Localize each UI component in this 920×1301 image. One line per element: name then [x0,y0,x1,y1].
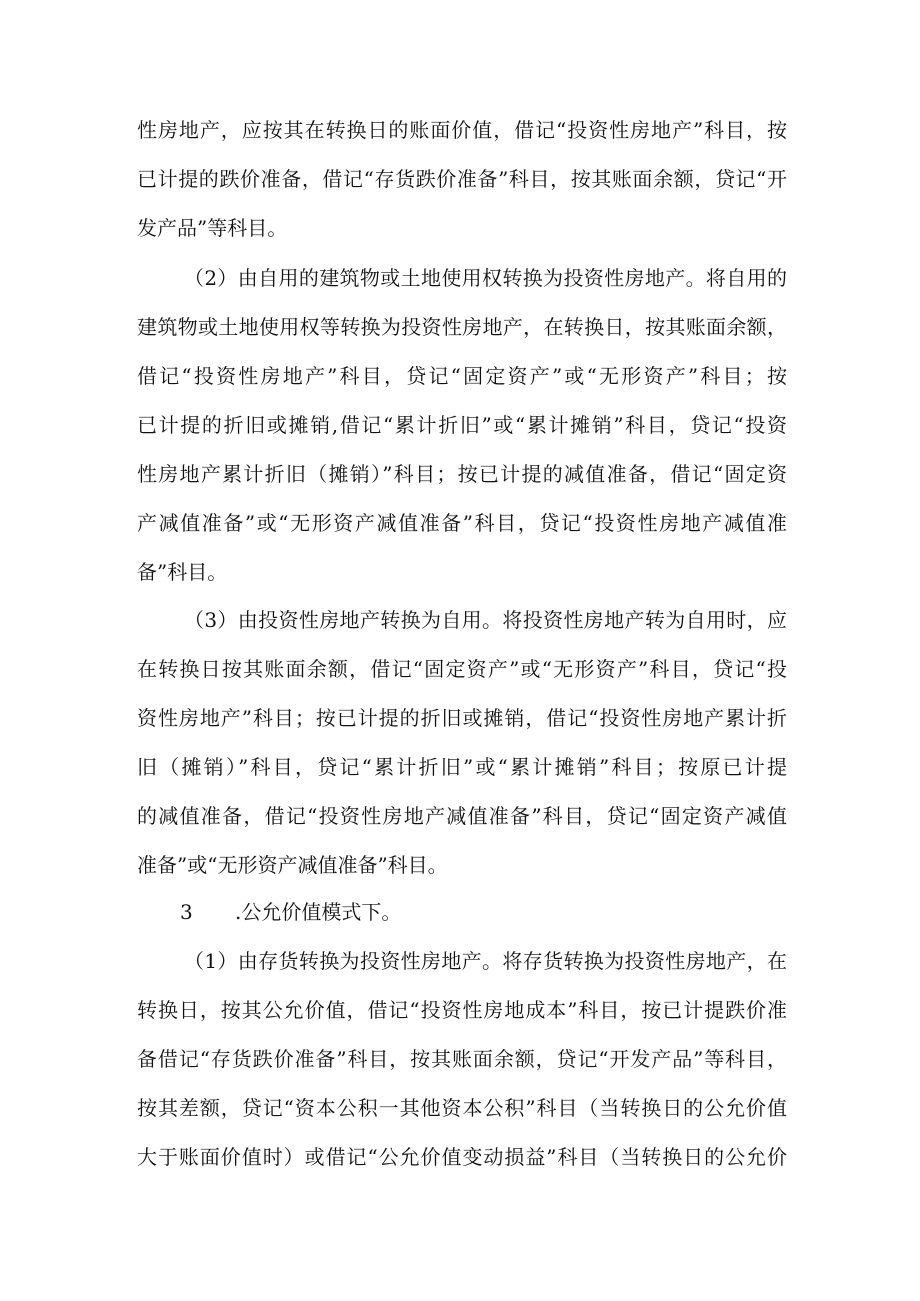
text-line: （3）由投资性房地产转换为自用。将投资性房地产转为自用时，应 [184,608,787,632]
text-line: 备借记“存货跌价准备”科目，按其账面余额，贷记“开发产品”等科目， [137,1047,787,1071]
text-line: 已计提的折旧或摊销,借记“累计折旧”或“累计摊销”科目，贷记“投资 [137,413,787,437]
section-heading: .公允价值模式下。 [235,900,402,924]
text-line: 按其差额，贷记“资本公积一其他资本公积”科目（当转换日的公允价值 [137,1096,787,1120]
text-line: 性房地产累计折旧（摊销）”科目；按已计提的减值准备，借记“固定资 [137,462,787,486]
text-line: 在转换日按其账面余额，借记“固定资产”或“无形资产”科目，贷记“投 [137,657,787,681]
text-line: 产减值准备”或“无形资产减值准备”科目，贷记“投资性房地产减值准 [137,511,787,535]
text-line: 转换日，按其公允价值，借记“投资性房地成本”科目，按已计提跌价准 [137,998,787,1022]
text-line: 旧（摊销）”科目，贷记“累计折旧”或“累计摊销”科目；按原已计提 [137,755,787,779]
text-line: 借记“投资性房地产”科目，贷记“固定资产”或“无形资产”科目；按 [137,364,787,388]
text-line: 准备”或“无形资产减值准备”科目。 [137,853,448,877]
text-line: 资性房地产”科目；按已计提的折旧或摊销，借记“投资性房地产累计折 [137,706,787,730]
text-line: 的减值准备，借记“投资性房地产减值准备”科目，贷记“固定资产减值 [137,804,787,828]
text-line: （2）由自用的建筑物或土地使用权转换为投资性房地产。将自用的 [184,266,787,290]
text-line: 性房地产，应按其在转换日的账面价值，借记“投资性房地产”科目，按 [137,118,787,142]
text-line: 发产品”等科目。 [137,216,288,240]
text-line: 备”科目。 [137,560,228,584]
text-line: 建筑物或土地使用权等转换为投资性房地产，在转换日，按其账面余额， [137,315,787,339]
text-line: 大于账面价值时）或借记“公允价值变动损益”科目（当转换日的公允价 [137,1145,787,1169]
section-number: 3 [180,900,193,924]
text-line: 已计提的跌价准备，借记“存货跌价准备”科目，按其账面余额，贷记“开 [137,167,787,191]
text-line: （1）由存货转换为投资性房地产。将存货转换为投资性房地产，在 [184,949,787,973]
